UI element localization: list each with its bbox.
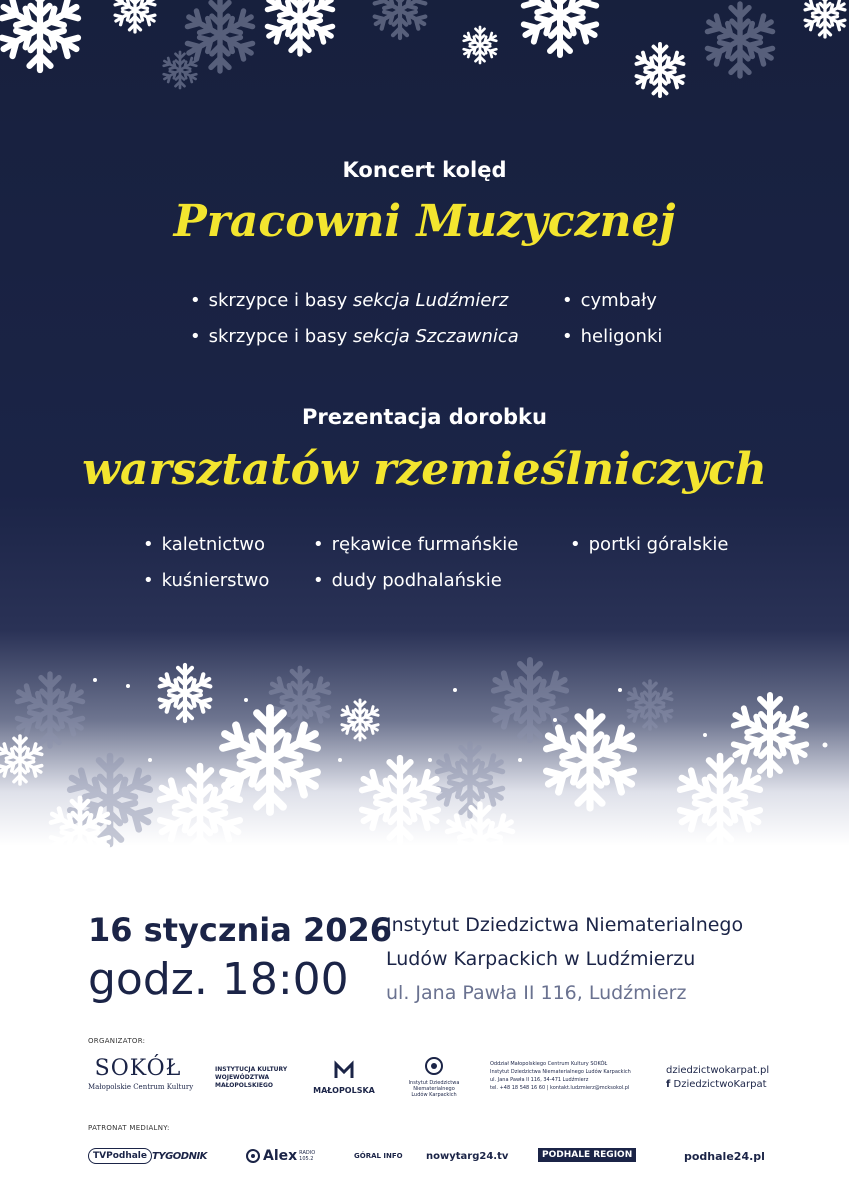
- media-logo-radio-alex: Alex RADIO 105.2: [246, 1140, 317, 1172]
- list-item: • rękawice furmańskie: [313, 534, 519, 555]
- media-logos: [80, 1140, 780, 1172]
- organizer-label: ORGANIZATOR:: [88, 1037, 146, 1045]
- malopolska-logo: MAŁOPOLSKA: [308, 1058, 380, 1096]
- list-item: • cymbały: [562, 290, 657, 311]
- venue-address: ul. Jana Pawła II 116, Ludźmierz: [386, 982, 687, 1004]
- media-logo-podhale-region: PODHALE REGION: [538, 1148, 636, 1162]
- event-date: 16 stycznia 2026: [88, 911, 393, 949]
- contact-links: [666, 1064, 769, 1092]
- list-item: • skrzypce i basy sekcja Szczawnica: [190, 326, 519, 347]
- music-list-left: [190, 283, 519, 355]
- concert-title: Pracowni Muzycznej: [173, 196, 676, 247]
- event-datetime: [88, 908, 392, 1008]
- list-item: • dudy podhalańskie: [313, 570, 502, 591]
- media-logo-podhale24: podhale24.pl: [684, 1149, 765, 1163]
- idn-emblem-icon: [419, 1056, 449, 1076]
- media-logo-tvpodhale: TVPodhale: [88, 1148, 152, 1164]
- list-item: • skrzypce i basy sekcja Ludźmierz: [190, 290, 509, 311]
- event-venue: [386, 908, 743, 1010]
- presentation-subtitle: Prezentacja dorobku: [302, 405, 547, 429]
- event-time: godz. 18:00: [88, 954, 349, 1005]
- concert-subtitle: Koncert kolęd: [342, 158, 507, 182]
- branch-address: Oddział Małopolskiego Centrum Kultury SOKÓŁ Instytut Dziedzictwa Niematerialnego Ludów Karpackich ul. Jana Pawła II 116, 34-471 Ludźmierz tel. +48 18 548 16 60 | kontakt.ludzmierz@mcksokol.pl: [490, 1061, 631, 1091]
- facebook-icon: f: [666, 1079, 671, 1090]
- malopolska-emblem-icon: [332, 1058, 356, 1082]
- website-link[interactable]: dziedzictwokarpat.pl: [666, 1065, 770, 1076]
- list-item: • kaletnictwo: [143, 534, 265, 555]
- venue-name-line1: Instytut Dziedzictwa Niematerialnego: [386, 914, 744, 936]
- radio-icon: [246, 1149, 260, 1163]
- media-patrons-label: PATRONAT MEDIALNY:: [88, 1124, 170, 1132]
- idn-logo: Instytut Dziedzictwa Niematerialnego Ludów Karpackich: [404, 1056, 464, 1098]
- list-item: • heligonki: [562, 326, 663, 347]
- craft-list-col3: [570, 527, 728, 563]
- media-logo-goral-info: GÓRAL INFO: [354, 1152, 403, 1160]
- facebook-link[interactable]: f DziedzictwoKarpat: [666, 1079, 767, 1090]
- list-item: • portki góralskie: [570, 534, 729, 555]
- sokol-logo: SOKÓŁ Małopolskie Centrum Kultury: [88, 1056, 194, 1091]
- craft-list-col2: [313, 527, 518, 599]
- media-logo-tygodnik: TYGODNIK: [152, 1150, 207, 1162]
- institution-note: INSTYTUCJA KULTURY WOJEWÓDZTWA MAŁOPOLSKIEGO: [215, 1066, 288, 1089]
- venue-name-line2: Ludów Karpackich w Ludźmierzu: [386, 948, 696, 970]
- list-item: • kuśnierstwo: [143, 570, 270, 591]
- music-list-right: [562, 283, 662, 355]
- craft-list-col1: [143, 527, 269, 599]
- workshops-title: warsztatów rzemieślniczych: [82, 444, 767, 495]
- media-logo-nowytarg24: nowytarg24.tv: [426, 1150, 509, 1162]
